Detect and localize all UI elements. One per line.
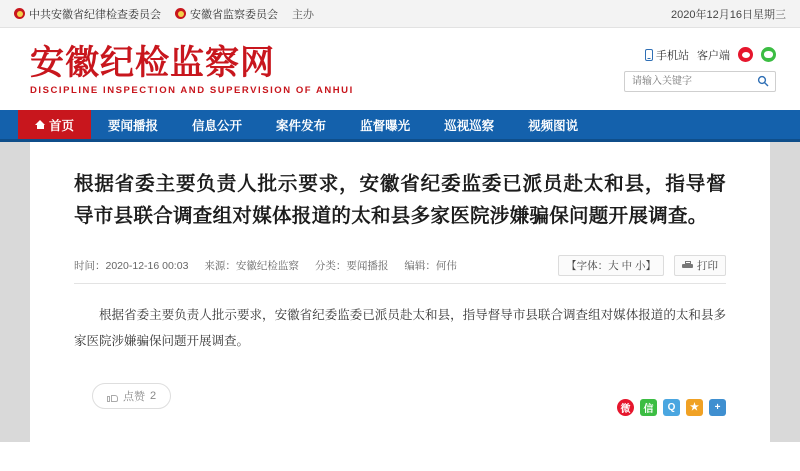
share-row [617, 399, 726, 416]
meta-time-value: 2020-12-16 00:03 [105, 260, 189, 273]
article-tools [558, 255, 726, 276]
current-date: 2020年12月16日星期三 [671, 8, 786, 21]
org-label: 中共安徽省纪律检查委员会 [29, 8, 161, 21]
nav-item-inspection[interactable] [427, 110, 511, 139]
home-icon [35, 120, 45, 130]
logo-title: 安徽纪检监察网 [30, 43, 275, 84]
meta-category-label: 分类： [314, 260, 347, 273]
nav-item-exposure[interactable] [343, 110, 427, 139]
nav-item-cases[interactable] [259, 110, 343, 139]
weibo-share-icon[interactable]: 微 [617, 399, 634, 416]
site-logo[interactable] [30, 43, 354, 96]
nav-item-video[interactable] [511, 110, 595, 139]
sponsor-label: 主办 [292, 8, 314, 21]
top-bar [0, 0, 800, 28]
article-body: 根据省委主要负责人批示要求，安徽省纪委监委已派员赴太和县，指导督导市县联合调查组对媒体报道的太和县多家医院涉嫌骗保问题开展调查。 [74, 307, 726, 348]
nav-label: 视频图说 [528, 118, 579, 133]
org-item-supervision [175, 6, 278, 22]
wechat-share-icon[interactable]: 信 [640, 399, 657, 416]
printer-icon [682, 261, 693, 270]
nav-label: 巡视巡察 [444, 118, 495, 133]
content-wrapper [0, 142, 800, 442]
meta-editor [404, 258, 457, 273]
meta-editor-value: 何伟 [435, 260, 457, 273]
like-button[interactable] [92, 383, 171, 409]
org-label: 安徽省监察委员会 [190, 8, 278, 21]
org-item-committee [14, 6, 161, 22]
quick-links [645, 47, 776, 63]
nav-item-disclosure[interactable] [175, 110, 259, 139]
print-button[interactable] [674, 255, 726, 276]
nav-label: 首页 [49, 118, 75, 133]
app-link[interactable] [697, 47, 730, 63]
top-bar-left [14, 6, 314, 22]
font-size-control[interactable]: 【字体：大 中 小】 [558, 255, 664, 276]
weibo-icon[interactable] [738, 47, 753, 62]
meta-source-label: 来源： [204, 260, 236, 273]
logo-subtitle: DISCIPLINE INSPECTION AND SUPERVISION OF ANHUI [30, 84, 354, 96]
header-right [624, 47, 776, 92]
meta-source-value: 安徽纪检监察 [235, 260, 299, 273]
page-title: 根据省委主要负责人批示要求，安徽省纪委监委已派员赴太和县，指导督导市县联合调查组对媒体报道的太和县多家医院涉嫌骗保问题开展调查。 [74, 172, 726, 227]
nav-item-home[interactable] [18, 110, 91, 139]
meta-editor-label: 编辑： [404, 260, 436, 273]
search-input[interactable] [630, 75, 756, 88]
article-container [30, 142, 770, 442]
emblem-icon [175, 8, 186, 19]
article-meta [74, 255, 726, 284]
meta-time [74, 258, 188, 273]
meta-time-label: 时间： [74, 260, 106, 273]
emblem-icon [14, 8, 25, 19]
meta-category [315, 258, 389, 273]
search-box[interactable] [624, 71, 776, 92]
nav-item-news[interactable] [91, 110, 175, 139]
meta-category-value: 要闻播报 [346, 260, 389, 273]
meta-source [204, 258, 299, 273]
app-label: 客户端 [697, 49, 730, 62]
nav-label: 要闻播报 [108, 118, 159, 133]
nav-label: 案件发布 [276, 118, 327, 133]
more-share-icon[interactable]: + [709, 399, 726, 416]
wechat-icon[interactable] [761, 47, 776, 62]
like-count: 2 [150, 390, 157, 403]
like-label: 点赞 [123, 391, 145, 404]
search-icon[interactable] [756, 74, 770, 88]
mobile-site-link[interactable] [645, 47, 689, 63]
qq-share-icon[interactable]: Q [663, 399, 680, 416]
thumbs-up-icon [107, 391, 118, 402]
mobile-site-label: 手机站 [656, 49, 689, 62]
phone-icon [645, 49, 653, 61]
site-header [0, 28, 800, 110]
nav-label: 监督曝光 [360, 118, 411, 133]
favorite-share-icon[interactable]: ★ [686, 399, 703, 416]
main-nav [0, 110, 800, 139]
nav-label: 信息公开 [192, 118, 243, 133]
print-label: 打印 [697, 260, 718, 273]
